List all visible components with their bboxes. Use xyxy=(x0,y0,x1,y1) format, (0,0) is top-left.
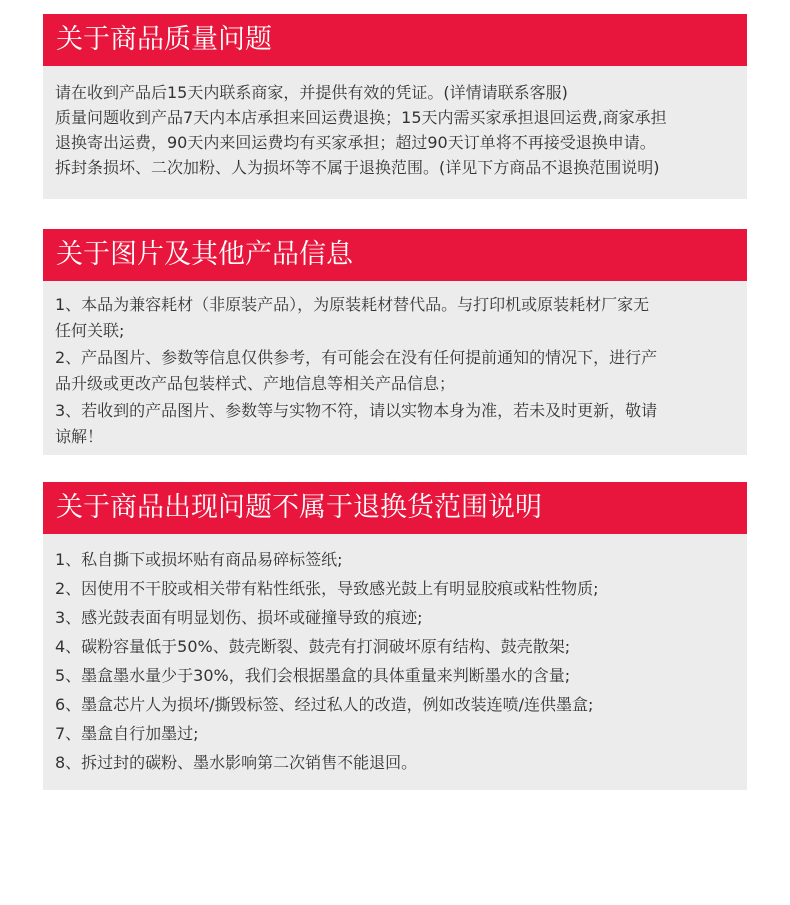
list-item: 3、感光鼓表面有明显划伤、损坏或碰撞导致的痕迹; xyxy=(55,608,423,627)
text-line: 品升级或更改产品包装样式、产地信息等相关产品信息； xyxy=(55,374,456,394)
section-body xyxy=(43,534,747,777)
text-line: 2、产品图片、参数等信息仅供参考，有可能会在没有任何提前通知的情况下，进行产 xyxy=(55,347,658,367)
list-item: 6、墨盒芯片人为损坏/撕毁标签、经过私人的改造，例如改装连喷/连供墨盒; xyxy=(55,695,594,714)
product-info-section xyxy=(43,229,747,455)
text-line: 谅解！ xyxy=(55,427,104,447)
text-line: 拆封条损坏、二次加粉、人为损坏等不属于退换范围。(详见下方商品不退换范围说明) xyxy=(55,158,660,177)
list-item: 8、拆过封的碳粉、墨水影响第二次销售不能退回。 xyxy=(55,753,418,772)
section-body xyxy=(43,66,747,180)
non-return-scope-section xyxy=(43,482,747,790)
text-line: 请在收到产品后15天内联系商家，并提供有效的凭证。(详情请联系客服) xyxy=(55,83,568,102)
text-line: 1、本品为兼容耗材（非原装产品），为原装耗材替代品。与打印机或原装耗材厂家无 xyxy=(55,295,650,314)
list-item: 2、因使用不干胶或相关带有粘性纸张，导致感光鼓上有明显胶痕或粘性物质; xyxy=(55,579,599,598)
text-line: 3、若收到的产品图片、参数等与实物不符，请以实物本身为准，若未及时更新，敬请 xyxy=(55,400,658,420)
text-line: 退换寄出运费，90天内来回运费均有买家承担；超过90天订单将不再接受退换申请。 xyxy=(55,133,656,152)
section-title: 关于图片及其他产品信息 xyxy=(43,229,747,281)
text-line: 质量问题收到产品7天内本店承担来回运费退换；15天内需买家承担退回运费,商家承担 xyxy=(55,108,667,127)
list-item: 7、墨盒自行加墨过; xyxy=(55,724,199,743)
section-body xyxy=(43,281,747,450)
section-title: 关于商品质量问题 xyxy=(43,14,747,66)
list-item: 5、墨盒墨水量少于30%，我们会根据墨盒的具体重量来判断墨水的含量; xyxy=(55,666,571,685)
quality-issues-section xyxy=(43,14,747,199)
list-item: 4、碳粉容量低于50%、鼓壳断裂、鼓壳有打洞破坏原有结构、鼓壳散架; xyxy=(55,637,571,656)
text-line: 任何关联; xyxy=(55,321,125,341)
list-item: 1、私自撕下或损坏贴有商品易碎标签纸; xyxy=(55,550,343,569)
section-title: 关于商品出现问题不属于退换货范围说明 xyxy=(43,482,747,534)
